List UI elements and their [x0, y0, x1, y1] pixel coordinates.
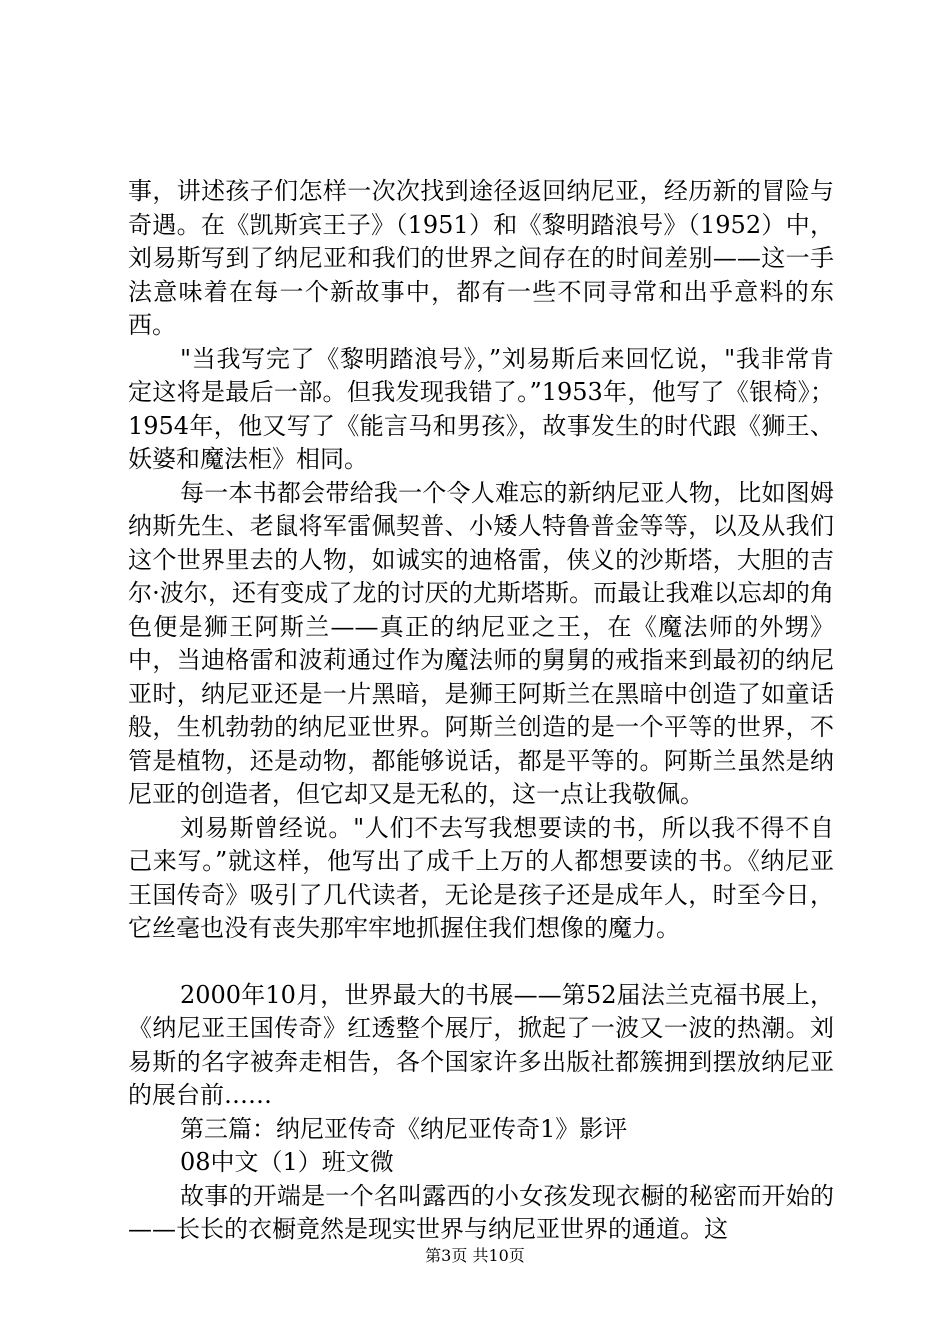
paragraph-gap [128, 946, 834, 979]
paragraph-story-opening: 故事的开端是一个名叫露西的小女孩发现衣橱的秘密而开始的——长长的衣橱竟然是现实世界与纳尼亚世界的通道。这 [128, 1181, 834, 1243]
paragraph-continuation: 事，讲述孩子们怎样一次次找到途径返回纳尼亚，经历新的冒险与奇遇。在《凯斯宾王子》（1951）和《黎明踏浪号》（1952）中，刘易斯写到了纳尼亚和我们的世界之间存在的时间差别——这一手法意味着在每一个新故事中，都有一些不同寻常和出乎意料的东西。 [128, 177, 834, 339]
section-heading: 第三篇：纳尼亚传奇《纳尼亚传奇1》影评 [180, 1114, 628, 1143]
page-footer: 第3页 共10页 [425, 1246, 525, 1265]
author-line: 08中文（1）班文微 [180, 1148, 394, 1176]
paragraph-lewis-quote: 刘易斯曾经说。"人们不去写我想要读的书，所以我不得不自己来写。”就这样，他写出了成千上万的人都想要读的书。《纳尼亚王国传奇》吸引了几代读者，无论是孩子还是成年人，时至今日，它丝毫也没有丧失那牢牢地抓握住我们想像的魔力。 [128, 813, 834, 942]
paragraph-characters: 每一本书都会带给我一个令人难忘的新纳尼亚人物，比如图姆纳斯先生、老鼠将军雷佩契普、小矮人特鲁普金等等，以及从我们这个世界里去的人物，如诚实的迪格雷，侠义的沙斯塔，大胆的吉尔·波尔，还有变成了龙的讨厌的尤斯塔斯。而最让我难以忘却的角色便是狮王阿斯兰——真正的纳尼亚之王，在《魔法师的外甥》中，当迪格雷和波莉通过作为魔法师的舅舅的戒指来到最初的纳尼亚时，纳尼亚还是一片黑暗，是狮王阿斯兰在黑暗中创造了如童话般，生机勃勃的纳尼亚世界。阿斯兰创造的是一个平等的世界，不管是植物，还是动物，都能够说话，都是平等的。阿斯兰虽然是纳尼亚的创造者，但它却又是无私的，这一点让我敬佩。 [128, 478, 834, 808]
document-body [128, 175, 834, 1247]
paragraph-frankfurt-book-fair: 2000年10月，世界最大的书展——第52届法兰克福书展上，《纳尼亚王国传奇》红透整个展厅，掀起了一波又一波的热潮。刘易斯的名字被奔走相告，各个国家许多出版社都簇拥到摆放纳尼亚的展台前…… [128, 980, 834, 1109]
paragraph-lewis-recollection: "当我写完了《黎明踏浪号》，”刘易斯后来回忆说，"我非常肯定这将是最后一部。但我发现我错了。”1953年，他写了《银椅》；1954年，他又写了《能言马和男孩》，故事发生的时代跟《狮王、妖婆和魔法柜》相同。 [128, 344, 834, 473]
